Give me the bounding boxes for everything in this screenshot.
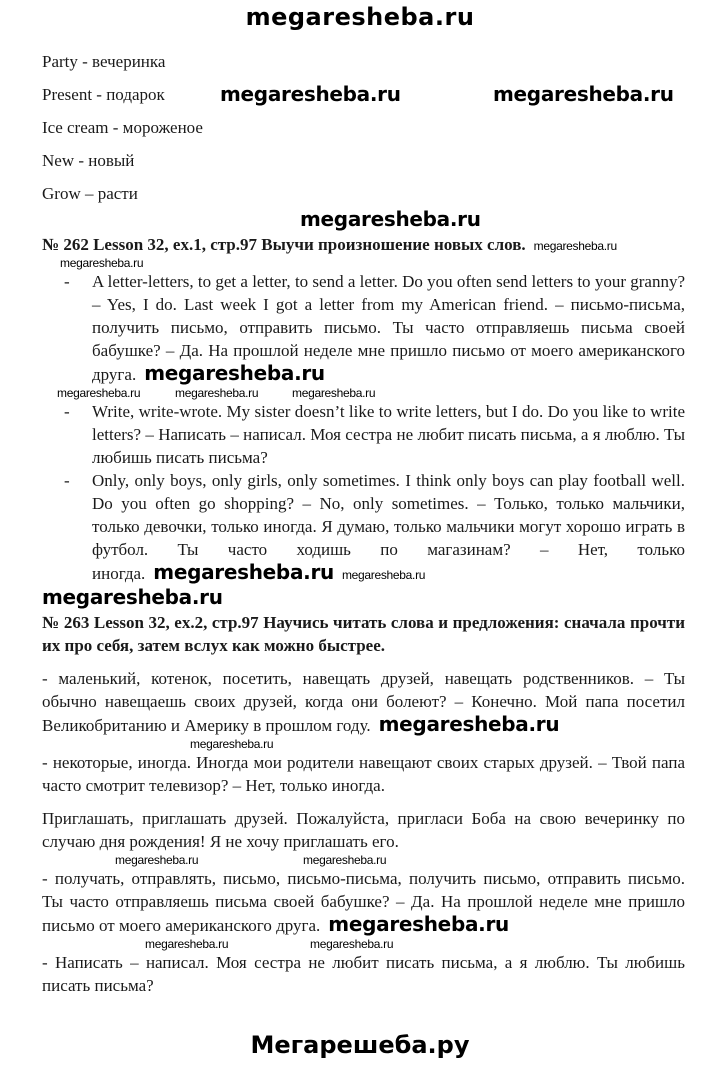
vocab-item <box>42 116 685 139</box>
list-item-text: Write, write-wrote. My sister doesn’t like to write letters, but I do. Do you like to write letters? – Написать – написал. Моя сестра не любит писать письма, а я люблю. Ты любишь писать письма? <box>92 402 685 467</box>
watermark: megaresheba.ru <box>533 239 617 253</box>
vocab-item <box>42 182 685 205</box>
footer-site-title: Мегарешеба.ру <box>250 1031 470 1059</box>
watermark: megaresheba.ru <box>57 386 141 400</box>
bullet-dash: - <box>64 272 70 291</box>
vocab-item <box>42 83 685 106</box>
list-item-body: A letter-letters, to get a letter, to send a letter. Do you often send letters to your granny? – Yes, I do. Last week I got a letter from my American friend. – письмо-письма, получить письмо, отправить письмо. Ты часто отправляешь письма своей бабушке? – Да. На прошлой неделе мне пришло письмо от моего американского друга. <box>92 272 685 384</box>
list-item-text <box>92 469 685 585</box>
watermark-row <box>42 853 685 867</box>
paragraph <box>42 867 685 937</box>
vocab-item <box>42 50 685 73</box>
watermark: megaresheba.ru <box>115 853 199 867</box>
paragraph: - Написать – написал. Моя сестра не любит писать письма, а я люблю. Ты любишь писать письма? <box>42 953 685 995</box>
watermark-row <box>42 585 685 611</box>
watermark: megaresheba.ru <box>328 912 509 936</box>
paragraph <box>42 667 685 737</box>
list-item <box>42 400 685 469</box>
paragraph-text: - получать, отправлять, письмо, письмо-письма, получить письмо, отправить письмо. Ты часто отправляешь письма своей бабушке? – Да. На прошлой неделе мне пришло письмо от моего американского друга. <box>42 869 685 935</box>
document-content <box>42 36 685 997</box>
list-item <box>42 469 685 585</box>
paragraph: - некоторые, иногда. Иногда мои родители навещают своих старых друзей. – Твой папа часто смотрит телевизор? – Нет, только иногда. <box>42 753 685 795</box>
list-item-text <box>92 270 685 386</box>
site-title: megaresheba.ru <box>245 3 475 31</box>
watermark: megaresheba.ru <box>60 256 144 270</box>
watermark: megaresheba.ru <box>175 386 259 400</box>
watermark: megaresheba.ru <box>145 937 229 951</box>
vocab-text: Party - вечеринка <box>42 52 166 71</box>
bullet-dash: - <box>64 402 70 421</box>
vocab-text: Ice cream - мороженое <box>42 118 203 137</box>
exercise-262-heading <box>42 233 685 256</box>
watermark: megaresheba.ru <box>144 361 325 385</box>
watermark: megaresheba.ru <box>220 82 401 106</box>
watermark: megaresheba.ru <box>303 853 387 867</box>
paragraph-text: - маленький, котенок, посетить, навещать друзей, навещать родственников. – Ты обычно навещаешь своих друзей, когда они болеют? – Конечно. Мой папа посетил Великобританию и Америку в прошлом году. <box>42 669 685 735</box>
watermark: megaresheba.ru <box>341 568 426 582</box>
watermark: megaresheba.ru <box>153 560 334 584</box>
vocab-text: Present - подарок <box>42 85 165 104</box>
watermark-row <box>42 937 685 951</box>
watermark-row <box>42 207 685 233</box>
watermark-row <box>42 386 685 400</box>
paragraph: Приглашать, приглашать друзей. Пожалуйста, пригласи Боба на свою вечеринку по случаю дня рождения! Я не хочу приглашать его. <box>42 809 685 851</box>
vocab-text: New - новый <box>42 151 135 170</box>
watermark-row <box>42 256 685 270</box>
watermark: megaresheba.ru <box>300 207 481 231</box>
exercise-262-heading-text: № 262 Lesson 32, ex.1, стр.97 Выучи произношение новых слов. <box>42 235 526 254</box>
watermark: megaresheba.ru <box>310 937 394 951</box>
list-item-body: Only, only boys, only girls, only sometimes. I think only boys can play football well. Do you often go shopping? – No, only sometimes. – Только, только мальчики, только девочки, только иногда. Я думаю, только мальчики могут хорошо играть в футбол. Ты часто ходишь по магазинам? – Нет, только иногда. <box>92 471 685 583</box>
bullet-dash: - <box>64 471 70 490</box>
watermark: megaresheba.ru <box>378 712 560 736</box>
vocab-item <box>42 149 685 172</box>
watermark-row <box>42 737 685 751</box>
watermark: megaresheba.ru <box>42 585 223 609</box>
list-item <box>42 270 685 386</box>
exercise-263-heading: № 263 Lesson 32, ex.2, стр.97 Научись читать слова и предложения: сначала прочти их про себя, затем вслух как можно быстрее. <box>42 613 685 655</box>
vocab-text: Grow – расти <box>42 184 138 203</box>
watermark: megaresheba.ru <box>493 82 674 106</box>
watermark: megaresheba.ru <box>292 386 376 400</box>
watermark: megaresheba.ru <box>190 737 274 751</box>
